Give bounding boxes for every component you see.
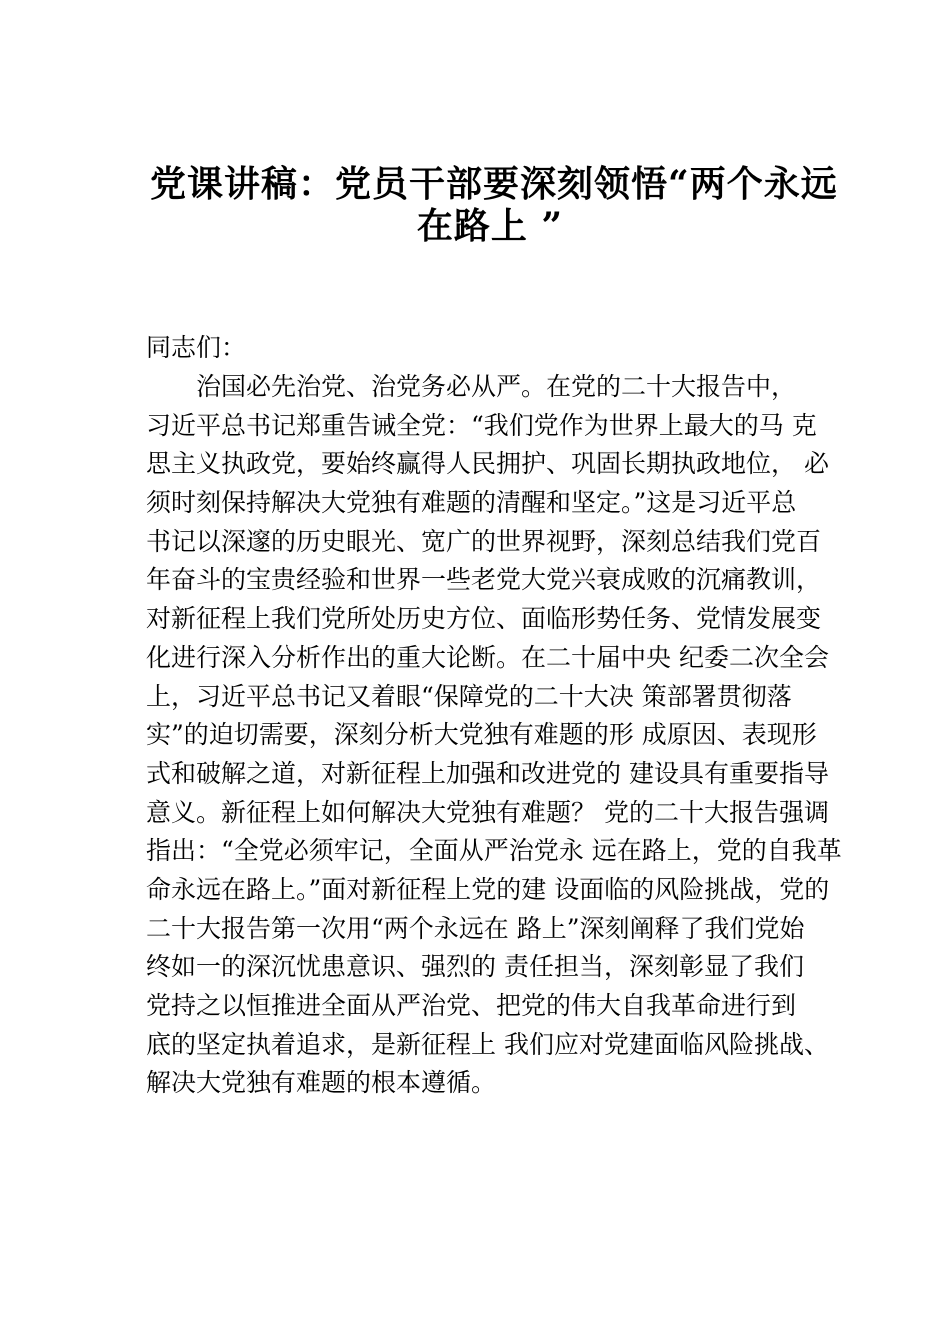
body-line: 终如一的深沉忧患意识、强烈的 责任担当，深刻彰显了我们 [146, 952, 804, 982]
body-line: 对新征程上我们党所处历史方位、面临形势任务、党情发展变 [146, 604, 822, 634]
body-line: 实”的迫切需要，深刻分析大党独有难题的形 成原因、表现形 [146, 720, 817, 750]
body-line: 式和破解之道，对新征程上加强和改进党的 建设具有重要指导 [146, 758, 829, 788]
body-line: 须时刻保持解决大党独有难题的清醒和坚定。”这是习近平总 [146, 488, 797, 518]
body-line: 意义。新征程上如何解决大党独有难题？ 党的二十大报告强调 [146, 797, 829, 827]
document-title-line-1: 党课讲稿：党员干部要深刻领悟“两个永远 [150, 163, 838, 205]
body-line: 习近平总书记郑重告诫全党：“我们党作为世界上最大的马 克 [146, 410, 817, 440]
body-line: 党持之以恒推进全面从严治党、把党的伟大自我革命进行到 [146, 991, 797, 1020]
body-line: 化进行深入分析作出的重大论断。在二十届中央 纪委二次全会 [146, 642, 829, 672]
body-line: 思主义执政党，要始终赢得人民拥护、巩固长期执政地位， 必 [146, 449, 829, 479]
body-line: 指出：“全党必须牢记，全面从严治党永 远在路上，党的自我革 [146, 836, 842, 866]
greeting: 同志们： [146, 333, 247, 362]
body-line: 解决大党独有难题的根本遵循。 [146, 1068, 497, 1098]
body-line: 上，习近平总书记又着眼“保障党的二十大决 策部署贯彻落 [146, 681, 792, 711]
body-line: 年奋斗的宝贵经验和世界一些老党大党兴衰成败的沉痛教训， [146, 565, 822, 595]
body-line: 书记以深邃的历史眼光、宽广的世界视野，深刻总结我们党百 [146, 526, 822, 556]
body-line: 治国必先治党、治党务必从严。在党的二十大报告中， [196, 372, 797, 401]
document-title-line-2: 在路上 ” [416, 205, 564, 247]
body-paragraph [146, 372, 846, 1107]
body-line: 底的坚定执着追求，是新征程上 我们应对党建面临风险挑战、 [146, 1029, 829, 1059]
body-line: 命永远在路上。”面对新征程上党的建 设面临的风险挑战，党的 [146, 874, 830, 904]
body-line: 二十大报告第一次用“两个永远在 路上”深刻阐释了我们党始 [146, 913, 805, 943]
